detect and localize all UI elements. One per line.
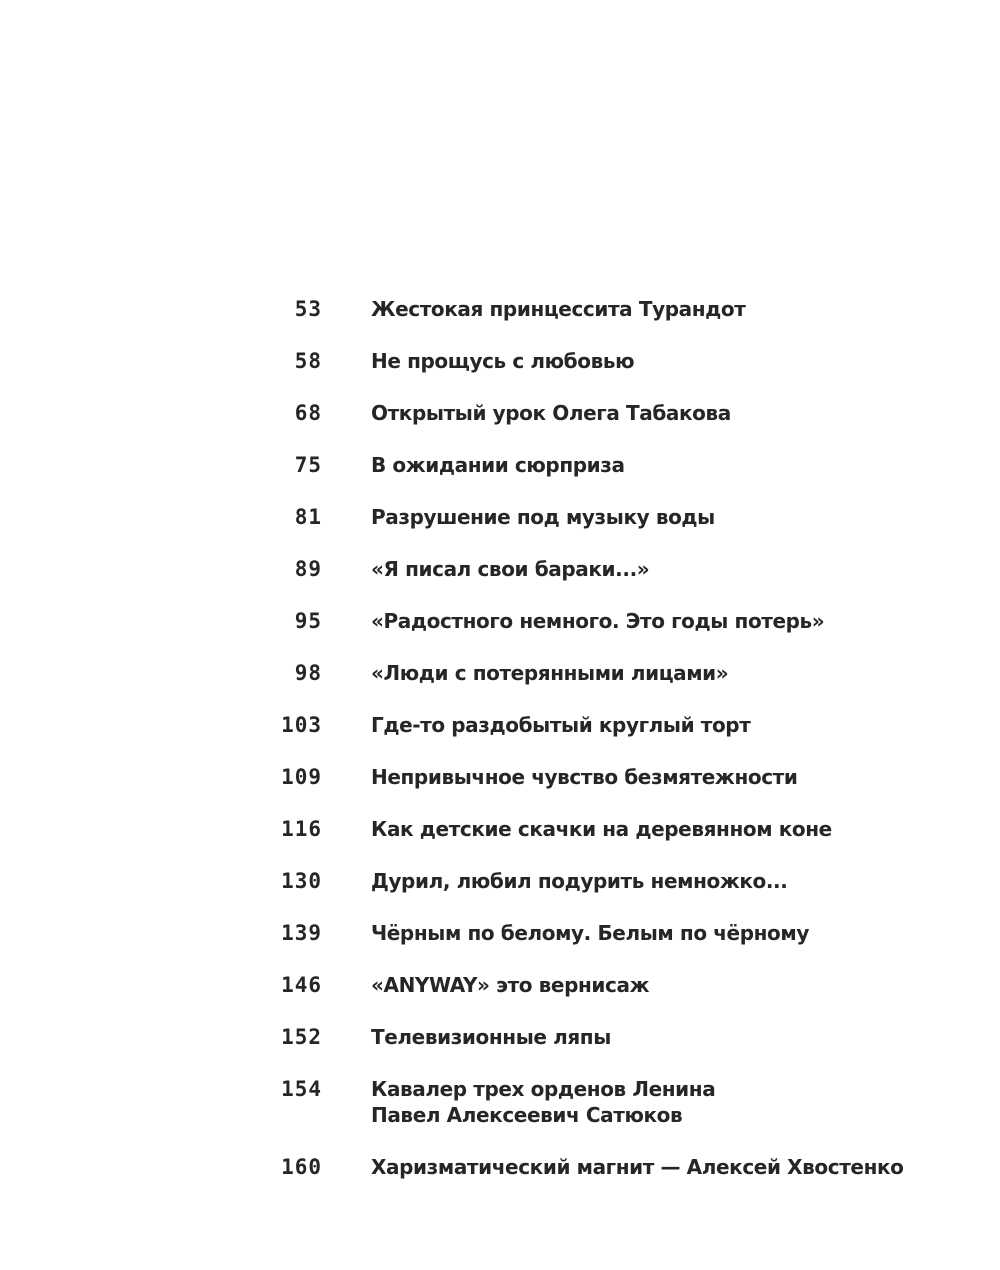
toc-entry-title: Открытый урок Олега Табакова xyxy=(371,401,731,425)
toc-entry-title-line: Кавалер трех орденов Ленина xyxy=(371,1077,716,1101)
toc-page-number: 89 xyxy=(294,557,322,581)
toc-page-number: 81 xyxy=(294,505,322,529)
toc-entry xyxy=(0,1024,1000,1051)
toc-page-number: 154 xyxy=(281,1077,322,1101)
toc-entry xyxy=(0,920,1000,947)
toc-entry xyxy=(0,764,1000,791)
toc-entry-title-line: Павел Алексеевич Сатюков xyxy=(371,1103,683,1127)
toc-entry-title: Как детские скачки на деревянном коне xyxy=(371,817,832,841)
toc-entry-title: Харизматический магнит — Алексей Хвостенко xyxy=(371,1155,904,1179)
toc-entry-title xyxy=(371,1076,715,1128)
toc-entry-title: В ожидании сюрприза xyxy=(371,453,625,477)
toc-entry xyxy=(0,296,1000,323)
toc-entry xyxy=(0,1154,1000,1181)
toc-entry-title: Не прощусь с любовью xyxy=(371,349,635,373)
toc-entry xyxy=(0,972,1000,999)
toc-page-number: 152 xyxy=(281,1025,322,1049)
toc-entry-title: «ANYWAY» это вернисаж xyxy=(371,973,650,997)
toc-entry-title: Непривычное чувство безмятежности xyxy=(371,765,798,789)
toc-page-number: 68 xyxy=(294,401,322,425)
toc-page-number: 53 xyxy=(294,297,322,321)
toc-entry xyxy=(0,504,1000,531)
toc-entry-title: Телевизионные ляпы xyxy=(371,1025,611,1049)
toc-entry xyxy=(0,452,1000,479)
toc-entry xyxy=(0,400,1000,427)
toc-entry-title: Разрушение под музыку воды xyxy=(371,505,715,529)
toc-entry-title: «Люди с потерянными лицами» xyxy=(371,661,729,685)
toc-entry xyxy=(0,868,1000,895)
toc-entry xyxy=(0,1076,1000,1129)
toc-entry xyxy=(0,556,1000,583)
toc-page-number: 98 xyxy=(294,661,322,685)
toc-page-number: 75 xyxy=(294,453,322,477)
toc-page-number: 146 xyxy=(281,973,322,997)
toc-entry-title: Чёрным по белому. Белым по чёрному xyxy=(371,921,809,945)
toc-entry-title: Где-то раздобытый круглый торт xyxy=(371,713,751,737)
toc-page-number: 95 xyxy=(294,609,322,633)
toc-page-number: 116 xyxy=(281,817,322,841)
toc-entry-title: Жестокая принцессита Турандот xyxy=(371,297,746,321)
toc-entry xyxy=(0,348,1000,375)
toc-entry-title: «Радостного немного. Это годы потерь» xyxy=(371,609,825,633)
toc-entry-title: «Я писал свои бараки...» xyxy=(371,557,650,581)
toc-entry xyxy=(0,660,1000,687)
table-of-contents xyxy=(0,296,1000,1206)
toc-page-number: 139 xyxy=(281,921,322,945)
toc-entry xyxy=(0,712,1000,739)
toc-page-number: 109 xyxy=(281,765,322,789)
toc-entry xyxy=(0,816,1000,843)
toc-entry-title: Дурил, любил подурить немножко... xyxy=(371,869,788,893)
toc-entry xyxy=(0,608,1000,635)
toc-page-number: 130 xyxy=(281,869,322,893)
toc-page-number: 160 xyxy=(281,1155,322,1179)
toc-page-number: 58 xyxy=(294,349,322,373)
toc-page-number: 103 xyxy=(281,713,322,737)
